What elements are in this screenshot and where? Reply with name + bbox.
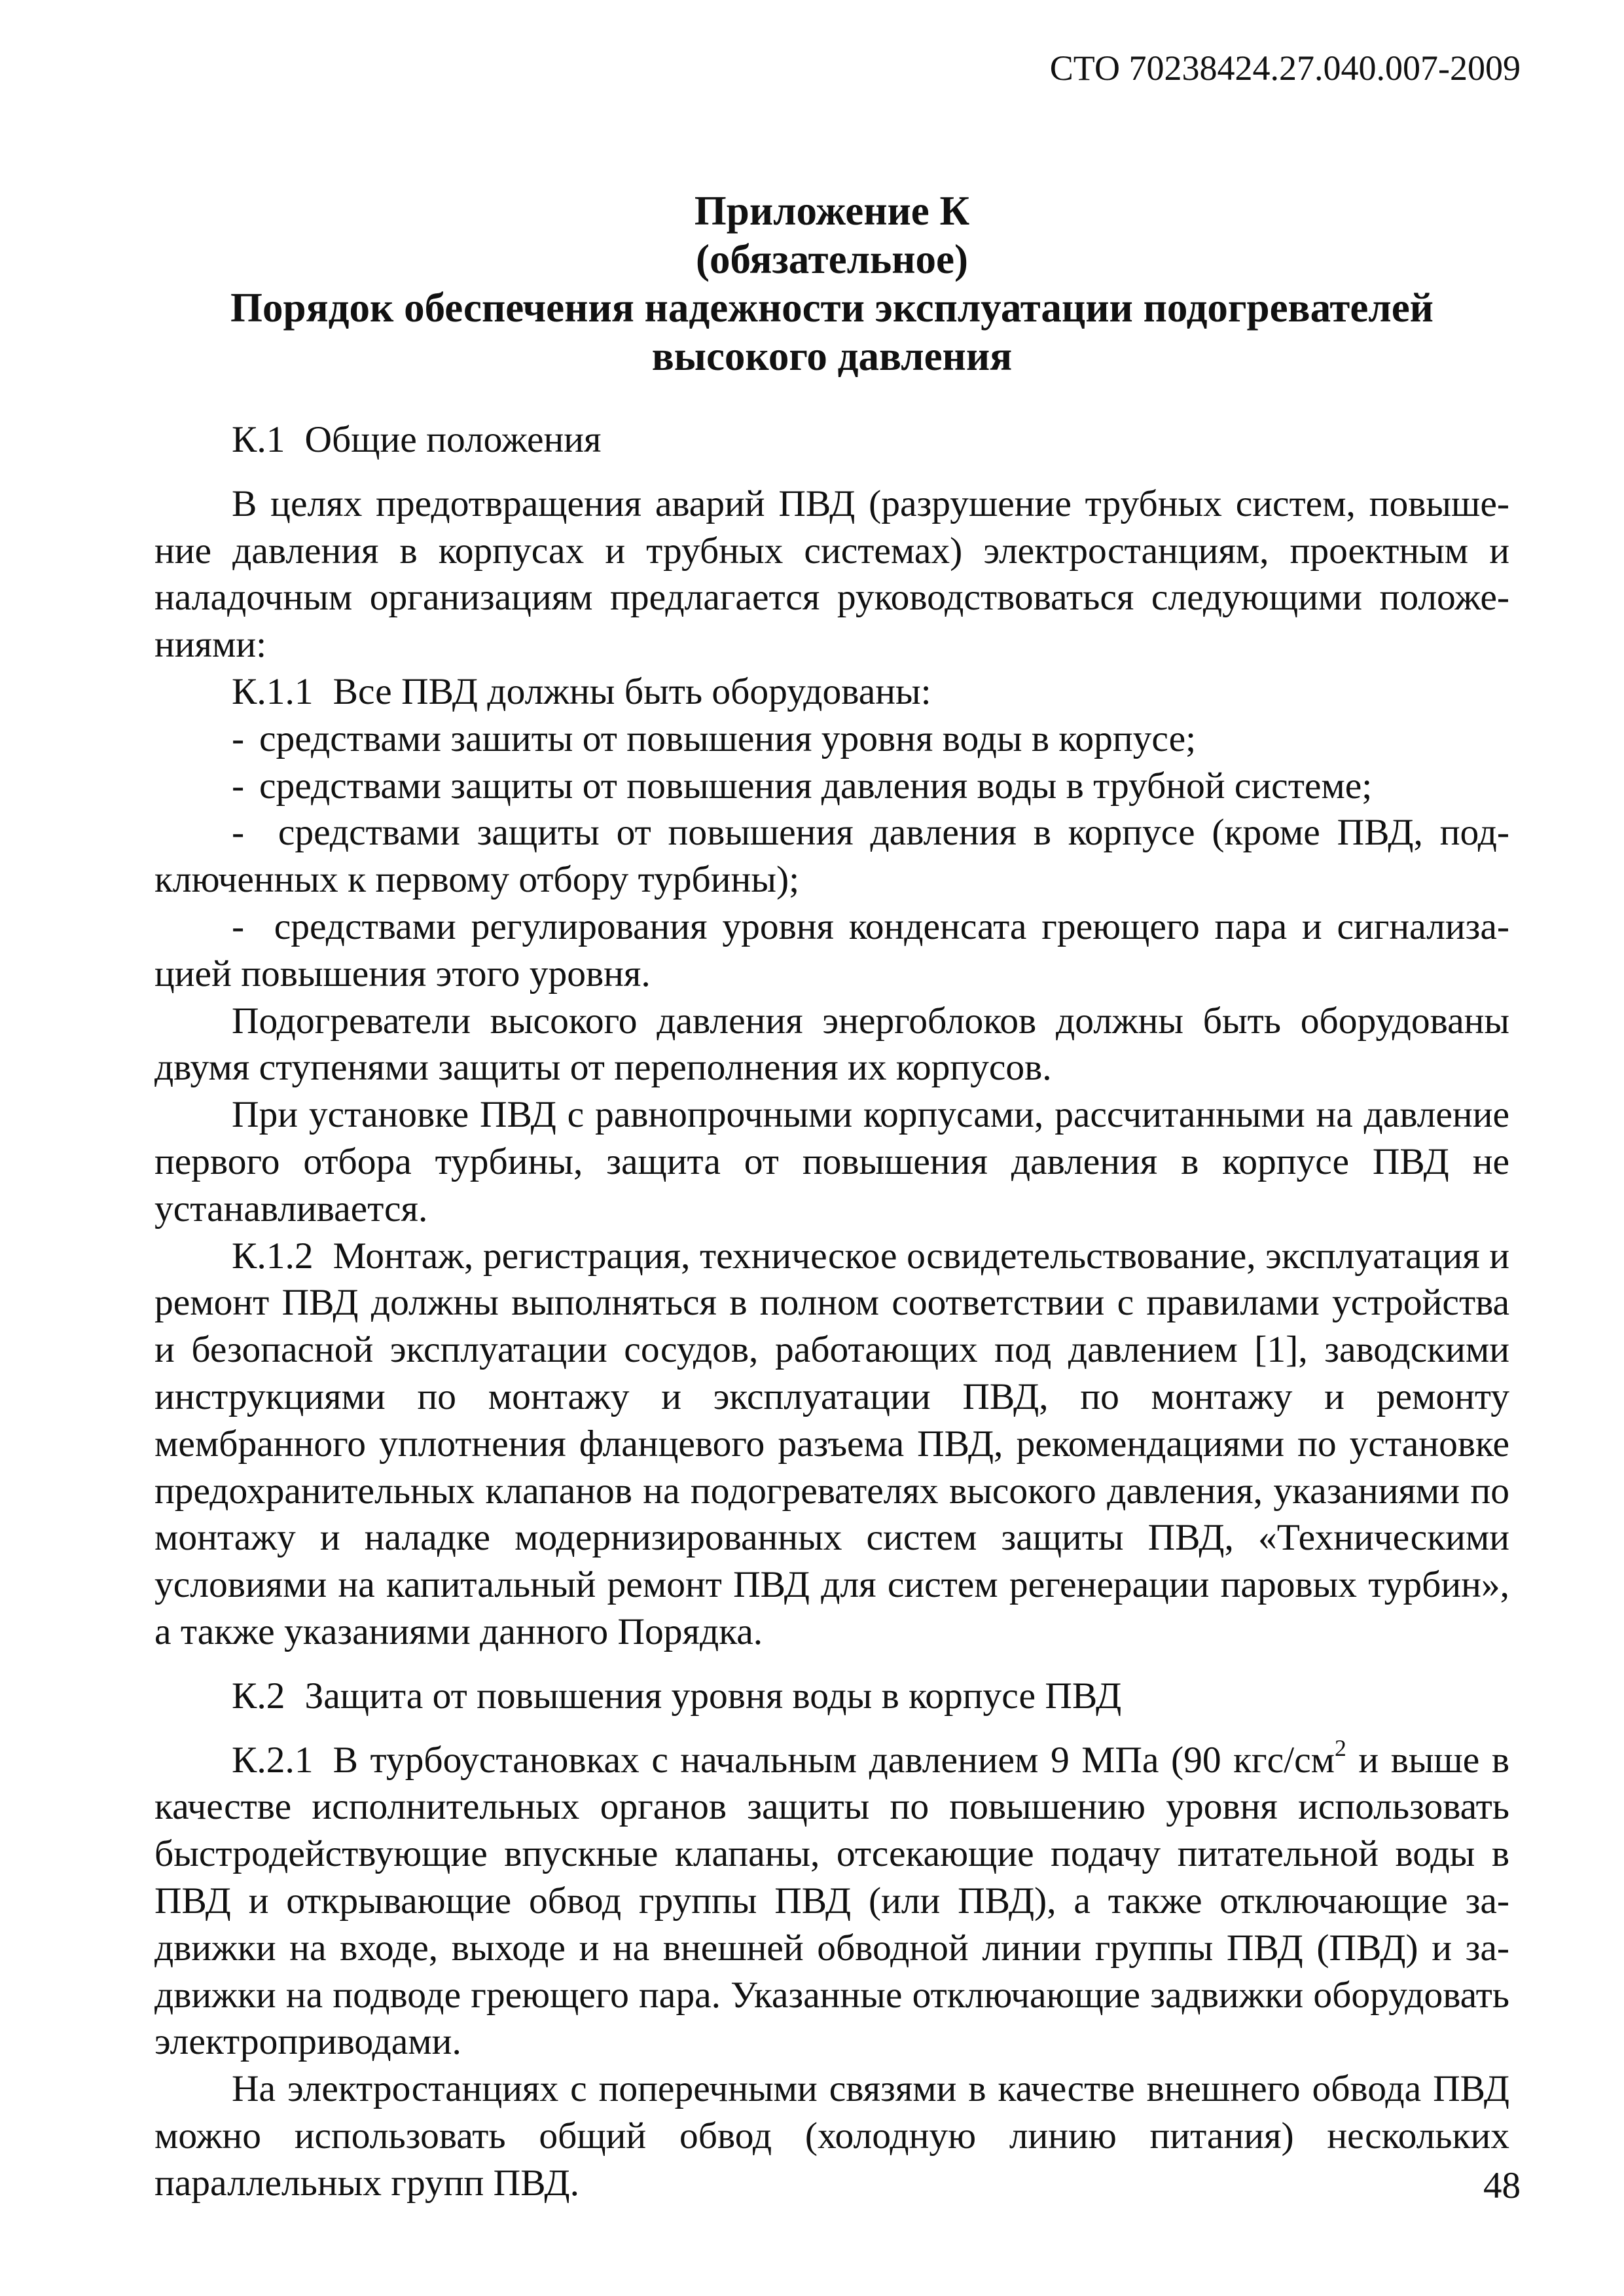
clause-text: Все ПВД должны быть оборудованы:	[333, 670, 931, 712]
clause-k111	[154, 668, 1509, 716]
section-heading-text: Защита от повышения уровня воды в корпусе ПВД	[304, 1675, 1122, 1717]
list-item	[154, 809, 1509, 903]
list-dash: -	[232, 765, 245, 807]
page-number: 48	[1483, 2165, 1521, 2206]
superscript-2: 2	[1335, 1734, 1346, 1761]
list-dash: -	[232, 812, 245, 854]
section-heading-text: Общие положения	[304, 419, 602, 460]
appendix-label: Приложение К	[694, 188, 970, 234]
paragraph-poperechnye: На электростанциях с поперечными связями в качестве внешнего обвода ПВД можно использовать общий обвод (холодную линию питания) нескольких параллельных групп ПВД.	[154, 2068, 1509, 2204]
paragraph-energoblok: Подогреватели высокого давления энергоблоков должны быть оборудованы двумя ступенями защиты от переполнения их корпусов.	[154, 1000, 1509, 1089]
list-item-text: средствами регулирования уровня конденсата греющего пара и сигнализацией повышения этого уровня.	[154, 905, 1510, 994]
list-dash: -	[232, 905, 245, 947]
list-item	[154, 763, 1509, 810]
clause-number: К.1.1	[232, 670, 314, 712]
list-item-text: средствами защиты от повышения давления воды в трубной системе;	[259, 765, 1373, 807]
document-code: СТО 70238424.27.040.007-2009	[1049, 48, 1521, 88]
section-number: К.2	[232, 1675, 285, 1717]
list-dash: -	[232, 718, 245, 759]
clause-text-part-1: В турбоустановках с начальным давлением 9 МПа (90 кгс/см	[333, 1739, 1335, 1781]
paragraph-intro: В целях предотвращения аварий ПВД (разрушение трубных систем, повышение давления в корпусах и трубных системах) электростанциям, проектным и наладочным организациям предлагается руководствоваться следующими положениями:	[154, 483, 1509, 666]
clause-number: К.2.1	[232, 1739, 314, 1781]
section-heading-k1	[154, 416, 1509, 464]
list-item-text: средствами зашиты от повышения уровня воды в корпусе;	[259, 718, 1197, 759]
clause-text-part-2: и выше в качестве исполнительных органов защиты по повышению уровня использовать быстродействующие впускные клапаны, отсекающие подачу питательной воды в ПВД и открывающие обвод группы ПВД (или ПВД), а также отключающие задвижки на входе, выходе и на внешней обводной линии группы ПВД (ПВД) и задвижки на подводе греющего пара. Указанные отключающие задвижки оборудовать электроприводами.	[154, 1739, 1509, 2063]
clause-text: Монтаж, регистрация, техническое освидетельствование, эксплуатация и ремонт ПВД должны выполняться в полном соответствии с правилами устройства и безопасной эксплуатации сосудов, работающих под давлением [1], заводскими инструкциями по монтажу и эксплуатации ПВД, по монтажу и ремонту мембранного уплотнения фланцевого разъема ПВД, рекомендациями по установке предохранительных клапанов на подогревателях высокого давления, указаниями по монтажу и наладке модернизированных систем защиты ПВД, «Техническими условиями на капитальный ремонт ПВД для систем регенерации паровых турбин», а также указаниями данного Порядка.	[154, 1235, 1509, 1652]
section-number: К.1	[232, 419, 285, 460]
appendix-title-line-1: Порядок обеспечения надежности эксплуатации подогревателей	[230, 285, 1434, 331]
appendix-title	[154, 187, 1509, 380]
appendix-status: (обязательное)	[696, 236, 968, 282]
clause-k21	[154, 1734, 1509, 2066]
paragraph-ravnoprochnye: При установке ПВД с равнопрочными корпусами, рассчитанными на давление первого отбора турбины, защита от повышения давления в корпусе ПВД не устанавливается.	[154, 1094, 1509, 1230]
clause-k112	[154, 1233, 1509, 1656]
document-body	[154, 416, 1509, 2206]
list-item	[154, 716, 1509, 763]
clause-number: К.1.2	[232, 1235, 314, 1277]
list-item	[154, 903, 1509, 998]
list-item-text: средствами защиты от повышения давления в корпусе (кроме ПВД, подключенных к первому отбору турбины);	[154, 812, 1510, 901]
section-heading-k2	[154, 1673, 1509, 1720]
appendix-title-line-2: высокого давления	[651, 333, 1013, 379]
